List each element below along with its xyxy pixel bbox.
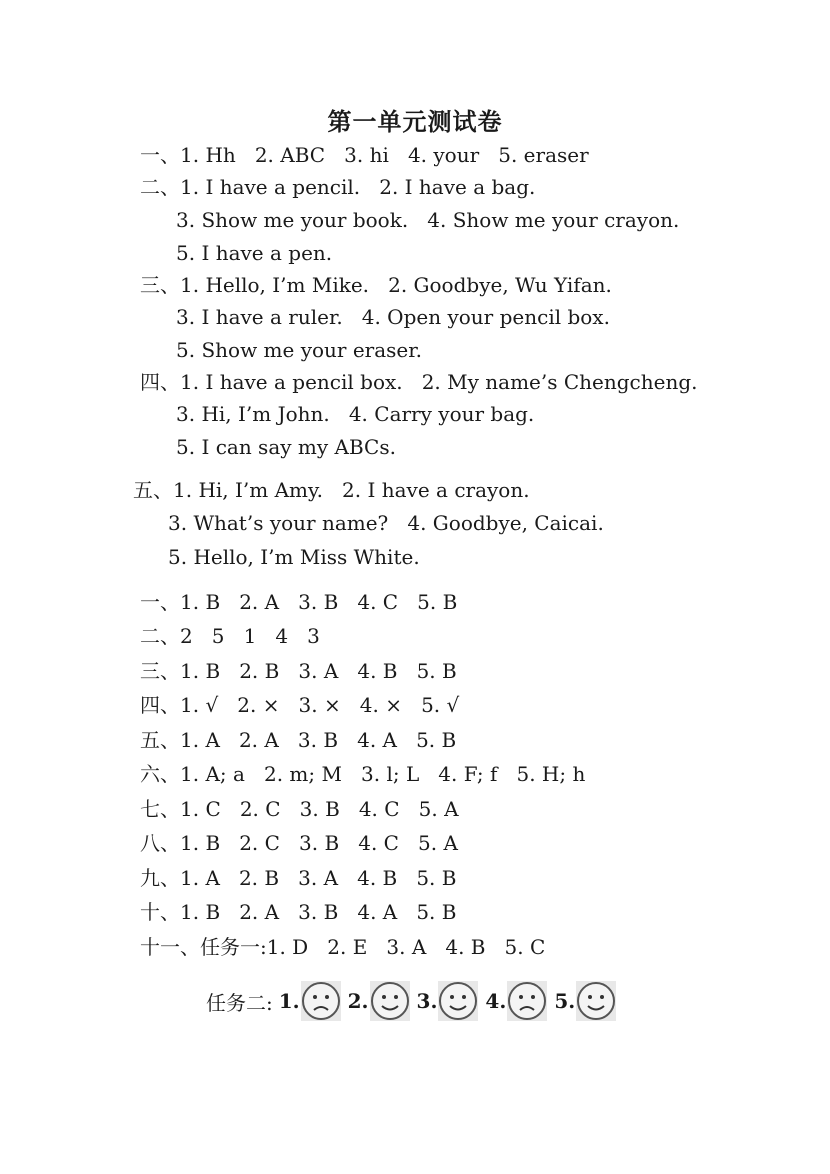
answer-line: 七、1. C 2. C 3. B 4. C 5. A [140, 797, 459, 821]
sad-face-icon [506, 980, 548, 1022]
answer-line: 十、1. B 2. A 3. B 4. A 5. B [140, 900, 457, 924]
answer-line: 十一、任务一:1. D 2. E 3. A 4. B 5. C [140, 935, 546, 959]
happy-face-icon [369, 980, 411, 1022]
answer-line: 八、1. B 2. C 3. B 4. C 5. A [140, 831, 458, 855]
task2-num: 1. [278, 989, 300, 1013]
sad-face-icon [300, 980, 342, 1022]
answer-line: 3. I have a ruler. 4. Open your pencil box. [176, 305, 610, 329]
answer-line: 二、1. I have a pencil. 2. I have a bag. [140, 175, 536, 199]
answer-line: 三、1. Hello, I’m Mike. 2. Goodbye, Wu Yifan. [140, 273, 612, 297]
answer-line: 五、1. A 2. A 3. B 4. A 5. B [140, 728, 457, 752]
task2-num: 5. [554, 989, 576, 1013]
answer-line: 3. Show me your book. 4. Show me your crayon. [176, 208, 680, 232]
answer-line: 5. I can say my ABCs. [176, 435, 396, 459]
page-title: 第一单元测试卷 [327, 107, 503, 136]
task2-num: 4. [485, 989, 507, 1013]
answer-line: 九、1. A 2. B 3. A 4. B 5. B [140, 866, 457, 890]
answer-line: 3. What’s your name? 4. Goodbye, Caicai. [168, 511, 604, 535]
answer-line: 一、1. Hh 2. ABC 3. hi 4. your 5. eraser [140, 143, 589, 167]
answer-line: 5. I have a pen. [176, 241, 333, 265]
answer-line: 六、1. A; a 2. m; M 3. l; L 4. F; f 5. H; h [140, 762, 586, 786]
answer-line: 二、2 5 1 4 3 [140, 624, 320, 648]
answer-line: 一、1. B 2. A 3. B 4. C 5. B [140, 590, 458, 614]
task2-num: 3. [416, 989, 438, 1013]
answer-line: 3. Hi, I’m John. 4. Carry your bag. [176, 402, 535, 426]
answer-line: 四、1. √ 2. × 3. × 4. × 5. √ [140, 693, 460, 717]
happy-face-icon [575, 980, 617, 1022]
happy-face-icon [437, 980, 479, 1022]
task2-label: 任务二: [206, 990, 273, 1015]
answer-line: 5. Show me your eraser. [176, 338, 422, 362]
task2-num: 2. [347, 989, 369, 1013]
answer-line: 四、1. I have a pencil box. 2. My name’s Chengcheng. [140, 370, 698, 394]
answer-line: 五、1. Hi, I’m Amy. 2. I have a crayon. [133, 478, 530, 502]
task2-row [206, 980, 617, 1022]
answer-line: 5. Hello, I’m Miss White. [168, 545, 420, 569]
answer-line: 三、1. B 2. B 3. A 4. B 5. B [140, 659, 457, 683]
